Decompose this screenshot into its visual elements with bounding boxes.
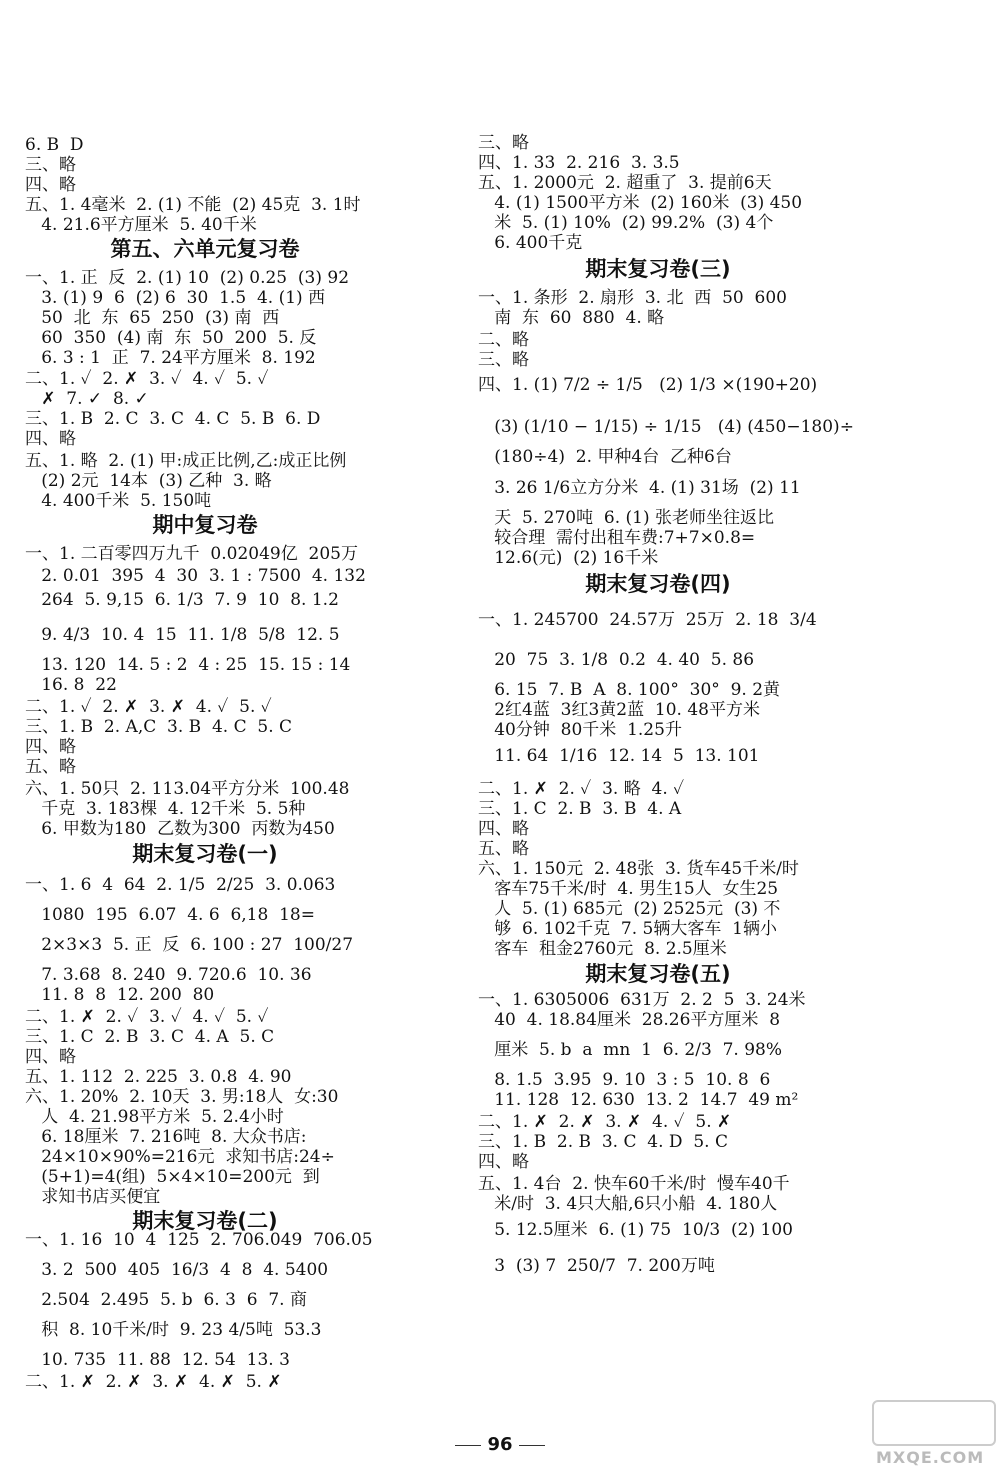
answer-line: 六、1. 50只 2. 113.04平方分米 100.48 <box>25 779 350 799</box>
answer-line: 11. 64 1/16 12. 14 5 13. 101 <box>478 746 760 766</box>
answer-line: 2红4蓝 3红3黄2蓝 10. 48平方米 <box>478 700 760 720</box>
answer-line: 50 北 东 65 250 (3) 南 西 <box>25 308 280 328</box>
answer-line: 千克 3. 183棵 4. 12千米 5. 5种 <box>25 799 306 819</box>
answer-line: 五、1. 4台 2. 快车60千米/时 慢车40千 <box>478 1174 790 1194</box>
answer-line: 三、1. B 2. A,C 3. B 4. C 5. C <box>25 717 293 737</box>
answer-line: 一、1. 正 反 2. (1) 10 (2) 0.25 (3) 92 <box>25 268 350 288</box>
section-heading: 期末复习卷(三) <box>585 257 731 281</box>
answer-line: 一、1. 16 10 4 125 2. 706.049 706.05 <box>25 1230 373 1250</box>
answer-line: 3. 2 500 405 16/3 4 8 4. 5400 <box>25 1260 329 1280</box>
answer-line: 二、1. ✗ 2. ✗ 3. ✗ 4. ✗ 5. ✗ <box>25 1372 282 1392</box>
answer-line: 够 6. 102千克 7. 5辆大客车 1辆小 <box>478 919 777 939</box>
page-number-text: 96 <box>487 1434 513 1455</box>
answer-line: 南 东 60 880 4. 略 <box>478 308 665 328</box>
answer-line: (3) (1/10 − 1/15) ÷ 1/15 (4) (450−180)÷ <box>478 417 854 437</box>
answer-line: 24×10×90%=216元 求知书店:24÷ <box>25 1147 335 1167</box>
answer-line: (180÷4) 2. 甲种4台 乙种6台 <box>478 447 732 467</box>
answer-line: 3 (3) 7 250/7 7. 200万吨 <box>478 1256 715 1276</box>
answer-line: 四、略 <box>478 819 529 839</box>
answer-line: 6. 甲数为180 乙数为300 丙数为450 <box>25 819 335 839</box>
answer-line: 一、1. 二百零四万九千 0.02049亿 205万 <box>25 544 358 564</box>
answer-line: 20 75 3. 1/8 0.2 4. 40 5. 86 <box>478 650 755 670</box>
answer-line: 一、1. 6 4 64 2. 1/5 2/25 3. 0.063 <box>25 875 336 895</box>
answer-line: 求知书店买便宜 <box>25 1187 161 1207</box>
answer-line: 13. 120 14. 5 : 2 4 : 25 15. 15 : 14 <box>25 655 351 675</box>
answer-line: 三、略 <box>478 350 529 370</box>
answer-line: 六、1. 150元 2. 48张 3. 货车45千米/时 <box>478 859 799 879</box>
answer-line: 五、1. 2000元 2. 超重了 3. 提前6天 <box>478 173 772 193</box>
answer-line: 积 8. 10千米/时 9. 23 4/5吨 53.3 <box>25 1320 322 1340</box>
answer-line: 人 5. (1) 685元 (2) 2525元 (3) 不 <box>478 899 781 919</box>
page-number-dash-left <box>455 1445 481 1446</box>
answer-line: 较合理 需付出租车费:7+7×0.8= <box>478 528 756 548</box>
answer-line: 6. 15 7. B A 8. 100° 30° 9. 2黄 <box>478 680 781 700</box>
answer-line: 厘米 5. b a mn 1 6. 2/3 7. 98% <box>478 1040 782 1060</box>
answer-line: 40 4. 18.84厘米 28.26平方厘米 8 <box>478 1010 781 1030</box>
answer-line: 三、1. C 2. B 3. B 4. A <box>478 799 682 819</box>
answer-line: 五、略 <box>25 757 76 777</box>
page-number <box>0 1434 1000 1455</box>
section-heading: 期末复习卷(一) <box>132 842 278 866</box>
answer-line: 五、略 <box>478 839 529 859</box>
answer-line: 三、1. B 2. B 3. C 4. D 5. C <box>478 1132 728 1152</box>
answer-line: 6. 18厘米 7. 216吨 8. 大众书店: <box>25 1127 307 1147</box>
answer-line: 三、略 <box>25 155 76 175</box>
answer-line: 5. 12.5厘米 6. (1) 75 10/3 (2) 100 <box>478 1220 793 1240</box>
answer-line: 六、1. 20% 2. 10天 3. 男:18人 女:30 <box>25 1087 339 1107</box>
answer-line: 四、略 <box>25 737 76 757</box>
answer-line: 二、1. ✓ 2. ✗ 3. ✗ 4. ✓ 5. ✓ <box>25 697 272 717</box>
watermark-logo <box>872 1400 992 1476</box>
answer-line: 6. B D <box>25 135 84 155</box>
answer-line: 9. 4/3 10. 4 15 11. 1/8 5/8 12. 5 <box>25 625 340 645</box>
section-heading: 期末复习卷(五) <box>585 962 731 986</box>
answer-line: 6. 3 : 1 正 7. 24平方厘米 8. 192 <box>25 348 316 368</box>
answer-line: 2.504 2.495 5. b 6. 3 6 7. 商 <box>25 1290 307 1310</box>
answer-line: 4. 21.6平方厘米 5. 40千米 <box>25 215 257 235</box>
answer-line: (2) 2元 14本 (3) 乙种 3. 略 <box>25 471 272 491</box>
answer-line: 人 4. 21.98平方米 5. 2.4小时 <box>25 1107 284 1127</box>
answer-line: 五、1. 4毫米 2. (1) 不能 (2) 45克 3. 1时 <box>25 195 361 215</box>
answer-line: 3. (1) 9 6 (2) 6 30 1.5 4. (1) 西 <box>25 288 326 308</box>
answer-line: 四、略 <box>25 1047 76 1067</box>
answer-line: 12.6(元) (2) 16千米 <box>478 548 659 568</box>
section-heading: 期中复习卷 <box>152 513 258 537</box>
answer-line: 2. 0.01 395 4 30 3. 1 : 7500 4. 132 <box>25 566 366 586</box>
answer-line: 四、1. 33 2. 216 3. 3.5 <box>478 153 680 173</box>
answer-line: 40分钟 80千米 1.25升 <box>478 720 682 740</box>
answer-line: 四、略 <box>25 175 76 195</box>
answer-line: 11. 128 12. 630 13. 2 14.7 49 m² <box>478 1090 799 1110</box>
answer-line: 客车75千米/时 4. 男生15人 女生25 <box>478 879 779 899</box>
answer-line: 客车 租金2760元 8. 2.5厘米 <box>478 939 727 959</box>
answer-line: 四、略 <box>478 1152 529 1172</box>
answer-line: 60 350 (4) 南 东 50 200 5. 反 <box>25 328 317 348</box>
answer-line: 7. 3.68 8. 240 9. 720.6 10. 36 <box>25 965 312 985</box>
answer-line: 三、略 <box>478 133 529 153</box>
answer-line: 10. 735 11. 88 12. 54 13. 3 <box>25 1350 290 1370</box>
answer-line: 1080 195 6.07 4. 6 6,18 18= <box>25 905 315 925</box>
answer-line: 米/时 3. 4只大船,6只小船 4. 180人 <box>478 1194 778 1214</box>
answer-line: 3. 26 1/6立方分米 4. (1) 31场 (2) 11 <box>478 478 801 498</box>
page-number-dash-right <box>519 1445 545 1446</box>
answer-line: 6. 400千克 <box>478 233 583 253</box>
answer-line: 四、1. (1) 7/2 ÷ 1/5 (2) 1/3 ×(190+20) <box>478 375 818 395</box>
answer-line: ✗ 7. ✓ 8. ✓ <box>25 389 149 409</box>
answer-line: 三、1. B 2. C 3. C 4. C 5. B 6. D <box>25 409 321 429</box>
answer-line: 天 5. 270吨 6. (1) 张老师坐往返比 <box>478 508 775 528</box>
answer-line: 一、1. 245700 24.57万 25万 2. 18 3/4 <box>478 610 817 630</box>
section-heading: 期末复习卷(二) <box>132 1209 278 1233</box>
answer-line: 五、1. 112 2. 225 3. 0.8 4. 90 <box>25 1067 292 1087</box>
answer-line: (5+1)=4(组) 5×4×10=200元 到 <box>25 1167 320 1187</box>
answer-line: 四、略 <box>25 429 76 449</box>
section-heading: 期末复习卷(四) <box>585 572 731 596</box>
answer-line: 4. (1) 1500平方米 (2) 160米 (3) 450 <box>478 193 803 213</box>
section-heading: 第五、六单元复习卷 <box>110 237 300 261</box>
watermark-text: MXQE.COM <box>876 1448 985 1467</box>
answer-line: 4. 400千米 5. 150吨 <box>25 491 212 511</box>
answer-line: 二、1. ✗ 2. ✗ 3. ✗ 4. ✓ 5. ✗ <box>478 1112 732 1132</box>
answer-line: 264 5. 9,15 6. 1/3 7. 9 10 8. 1.2 <box>25 590 339 610</box>
answer-line: 二、1. ✗ 2. ✓ 3. ✓ 4. ✓ 5. ✓ <box>25 1007 269 1027</box>
answer-line: 二、略 <box>478 330 529 350</box>
answer-line: 8. 1.5 3.95 9. 10 3 : 5 10. 8 6 <box>478 1070 771 1090</box>
answer-line: 16. 8 22 <box>25 675 117 695</box>
answer-line: 二、1. ✗ 2. ✓ 3. 略 4. ✓ <box>478 779 685 799</box>
answer-line: 三、1. C 2. B 3. C 4. A 5. C <box>25 1027 275 1047</box>
watermark-logo-mark <box>872 1400 996 1446</box>
answer-line: 11. 8 8 12. 200 80 <box>25 985 215 1005</box>
answer-line: 米 5. (1) 10% (2) 99.2% (3) 4个 <box>478 213 774 233</box>
answer-line: 2×3×3 5. 正 反 6. 100 : 27 100/27 <box>25 935 354 955</box>
answer-line: 五、1. 略 2. (1) 甲:成正比例,乙:成正比例 <box>25 451 347 471</box>
answer-line: 一、1. 6305006 631万 2. 2 5 3. 24米 <box>478 990 806 1010</box>
answer-line: 二、1. ✓ 2. ✗ 3. ✓ 4. ✓ 5. ✓ <box>25 369 269 389</box>
answer-line: 一、1. 条形 2. 扇形 3. 北 西 50 600 <box>478 288 787 308</box>
